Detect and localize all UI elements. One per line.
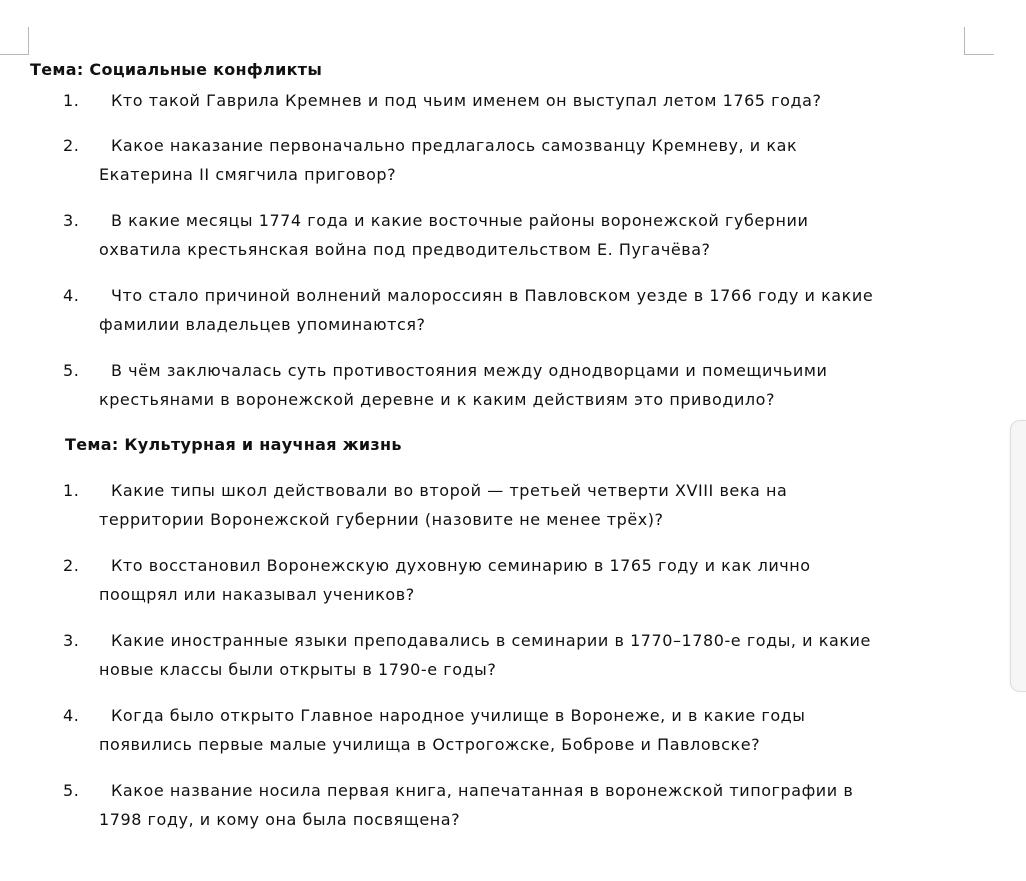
question-text: появились первые малые училища в Острогожске, Боброве и Павловске? <box>99 735 761 754</box>
question-text: Какое наказание первоначально предлагалось самозванцу Кремневу, и как <box>111 136 798 155</box>
section-heading: Тема: Социальные конфликты <box>30 60 323 79</box>
question-number: 3. <box>63 211 80 230</box>
question-text: крестьянами в воронежской деревне и к каким действиям это приводило? <box>99 390 776 409</box>
question-text: территории Воронежской губернии (назовите не менее трёх)? <box>99 510 664 529</box>
question-number: 5. <box>63 781 80 800</box>
question-number: 5. <box>63 361 80 380</box>
question-text: Какие типы школ действовали во второй — третьей четверти XVIII века на <box>111 481 788 500</box>
scroll-handle[interactable] <box>1010 420 1026 692</box>
question-text: 1798 году, и кому она была посвящена? <box>99 810 461 829</box>
question-number: 2. <box>63 556 80 575</box>
question-text: поощрял или наказывал учеников? <box>99 585 415 604</box>
question-text: В чём заключалась суть противостояния между однодворцами и помещичьими <box>111 361 828 380</box>
question-number: 3. <box>63 631 80 650</box>
question-number: 2. <box>63 136 80 155</box>
question-number: 1. <box>63 91 80 110</box>
question-text: В какие месяцы 1774 года и какие восточные районы воронежской губернии <box>111 211 809 230</box>
question-text: Екатерина II смягчила приговор? <box>99 165 397 184</box>
crop-mark-top-left <box>28 27 29 54</box>
crop-mark-top-right <box>964 27 965 54</box>
question-text: Какие иностранные языки преподавались в семинарии в 1770–1780-е годы, и какие <box>111 631 871 650</box>
question-text: охватила крестьянская война под предводительством Е. Пугачёва? <box>99 240 711 259</box>
crop-mark-top-left <box>0 54 29 55</box>
question-text: Кто восстановил Воронежскую духовную семинарию в 1765 году и как лично <box>111 556 811 575</box>
question-number: 4. <box>63 706 80 725</box>
crop-mark-top-right <box>964 54 994 55</box>
section-heading: Тема: Культурная и научная жизнь <box>65 435 402 454</box>
question-text: Когда было открыто Главное народное училище в Воронеже, и в какие годы <box>111 706 806 725</box>
question-text: Какое название носила первая книга, напечатанная в воронежской типографии в <box>111 781 854 800</box>
question-text: Кто такой Гаврила Кремнев и под чьим именем он выступал летом 1765 года? <box>111 91 822 110</box>
question-number: 1. <box>63 481 80 500</box>
question-text: фамилии владельцев упоминаются? <box>99 315 426 334</box>
question-number: 4. <box>63 286 80 305</box>
question-text: Что стало причиной волнений малороссиян в Павловском уезде в 1766 году и какие <box>111 286 874 305</box>
question-text: новые классы были открыты в 1790-е годы? <box>99 660 497 679</box>
